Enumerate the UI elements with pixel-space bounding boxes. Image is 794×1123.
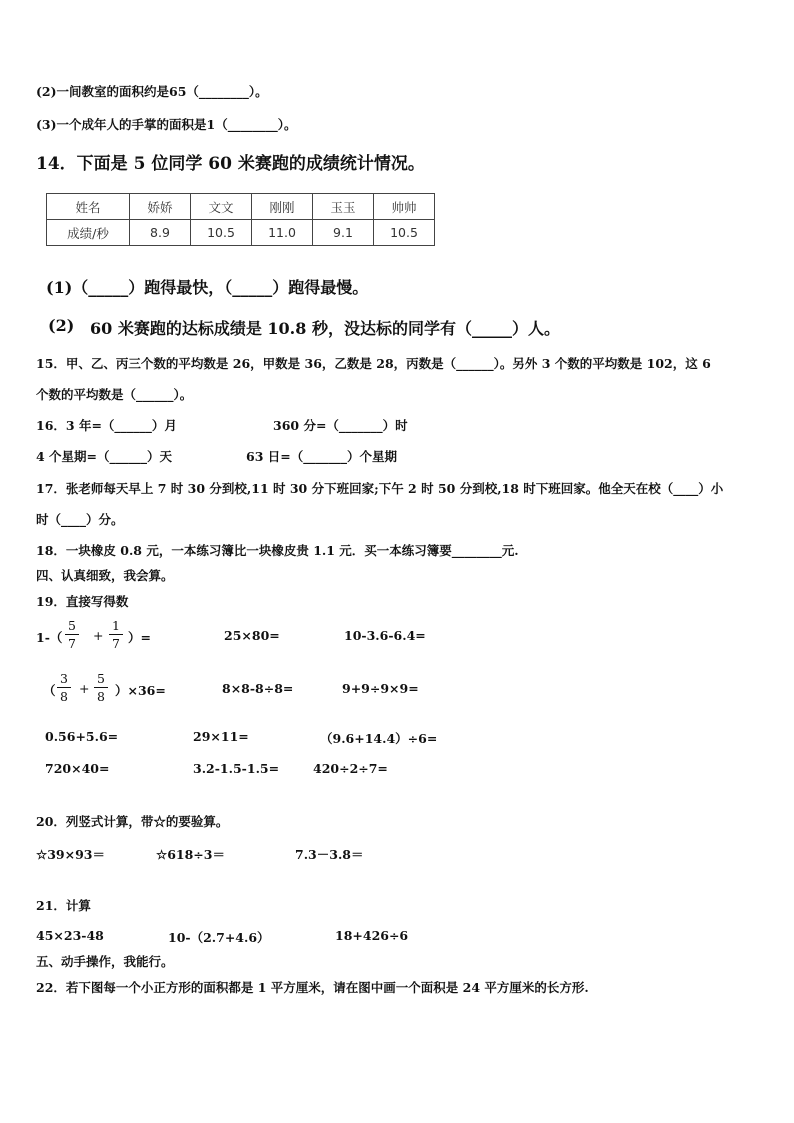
plus-sign: + — [93, 628, 104, 643]
q14-part2-label: (2) — [48, 316, 75, 335]
q15-line2: 个数的平均数是（______）。 — [36, 387, 193, 402]
table-cell: 玉玉 — [313, 194, 374, 220]
table-cell: 姓名 — [47, 194, 130, 220]
q19-r1-b: 25×80= — [224, 628, 280, 643]
fraction-denominator: 7 — [68, 636, 76, 651]
q19-r1-close: ）= — [128, 630, 151, 645]
fraction-numerator: 5 — [97, 671, 105, 686]
q19-r2-open: （ — [43, 683, 56, 698]
q19-r2-close: ）×36= — [115, 683, 166, 698]
q19-r1-open: 1-（ — [36, 630, 63, 645]
table-row — [47, 220, 435, 246]
table-cell: 文文 — [191, 194, 252, 220]
q14-title: 14．下面是 5 位同学 60 米赛跑的成绩统计情况。 — [36, 154, 425, 174]
q21-b: 10-（2.7+4.6） — [168, 930, 270, 945]
q15-line1: 15．甲、乙、丙三个数的平均数是 26，甲数是 36，乙数是 28，丙数是（______）。另外 3 个数的平均数是 102，这 6 — [36, 356, 711, 371]
table-cell: 9.1 — [313, 220, 374, 246]
q19-r4-c: 420÷2÷7= — [313, 761, 388, 776]
table-cell: 8.9 — [130, 220, 191, 246]
table-cell: 帅帅 — [374, 194, 435, 220]
table-cell: 11.0 — [252, 220, 313, 246]
fraction-numerator: 3 — [60, 671, 68, 686]
fraction-3-8 — [57, 671, 71, 704]
q21-a: 45×23-48 — [36, 928, 104, 943]
q20-a: ☆39×93＝ — [36, 847, 105, 862]
table-row — [47, 194, 435, 220]
q20-c: 7.3－3.8＝ — [295, 847, 364, 862]
fraction-denominator: 8 — [97, 689, 105, 704]
plus-sign: + — [79, 681, 90, 696]
q19-r2-b: 8×8-8÷8= — [222, 681, 294, 696]
q14-part1: (1)（_____）跑得最快，（_____）跑得最慢。 — [46, 278, 369, 297]
fraction-5-7 — [65, 618, 79, 651]
q19-r2-c: 9+9÷9×9= — [342, 681, 419, 696]
grades-table — [46, 193, 435, 246]
q21-c: 18+426÷6 — [335, 928, 409, 943]
q21-title: 21．计算 — [36, 898, 91, 913]
q13-part3: (3)一个成年人的手掌的面积是1（________）。 — [36, 117, 297, 132]
q19-r3-c: （9.6+14.4）÷6= — [320, 731, 438, 746]
q17-line1: 17．张老师每天早上 7 时 30 分到校,11 时 30 分下班回家;下午 2 时 50 分到校,18 时下班回家。他全天在校（____）小 — [36, 481, 724, 496]
fraction-1-7 — [109, 618, 123, 651]
table-cell: 娇娇 — [130, 194, 191, 220]
q19-r4-b: 3.2-1.5-1.5= — [193, 761, 280, 776]
section-4-heading: 四、认真细致，我会算。 — [36, 568, 174, 583]
q19-r1-c: 10-3.6-6.4= — [344, 628, 426, 643]
q18: 18．一块橡皮 0.8 元，一本练习簿比一块橡皮贵 1.1 元．买一本练习簿要________元. — [36, 543, 519, 558]
q20-title: 20．列竖式计算，带☆的要验算。 — [36, 814, 229, 829]
table-cell: 成绩/秒 — [47, 220, 130, 246]
q19-r3-b: 29×11= — [193, 729, 249, 744]
q16-b: 360 分=（_______）时 — [273, 418, 408, 433]
table-cell: 10.5 — [374, 220, 435, 246]
fraction-denominator: 8 — [60, 689, 68, 704]
q20-b: ☆618÷3＝ — [156, 847, 225, 862]
q19-title: 19．直接写得数 — [36, 594, 129, 609]
q22: 22．若下图每一个小正方形的面积都是 1 平方厘米，请在图中画一个面积是 24 平方厘米的长方形. — [36, 980, 589, 995]
q16-c: 4 个星期=（______）天 — [36, 449, 173, 464]
fraction-numerator: 5 — [68, 618, 76, 633]
q16-a: 16．3 年=（______）月 — [36, 418, 177, 433]
q14-part2-text: 60 米赛跑的达标成绩是 10.8 秒，没达标的同学有（_____）人。 — [90, 319, 560, 338]
q16-d: 63 日=（_______）个星期 — [246, 449, 397, 464]
q19-r3-a: 0.56+5.6= — [45, 729, 119, 744]
q17-line2: 时（____）分。 — [36, 512, 124, 527]
section-5-heading: 五、动手操作，我能行。 — [36, 954, 174, 969]
q13-part2: (2)一间教室的面积约是65（________）。 — [36, 84, 268, 99]
fraction-numerator: 1 — [112, 618, 120, 633]
fraction-5-8 — [94, 671, 108, 704]
table-cell: 刚刚 — [252, 194, 313, 220]
q19-r4-a: 720×40= — [45, 761, 110, 776]
fraction-denominator: 7 — [112, 636, 120, 651]
table-cell: 10.5 — [191, 220, 252, 246]
